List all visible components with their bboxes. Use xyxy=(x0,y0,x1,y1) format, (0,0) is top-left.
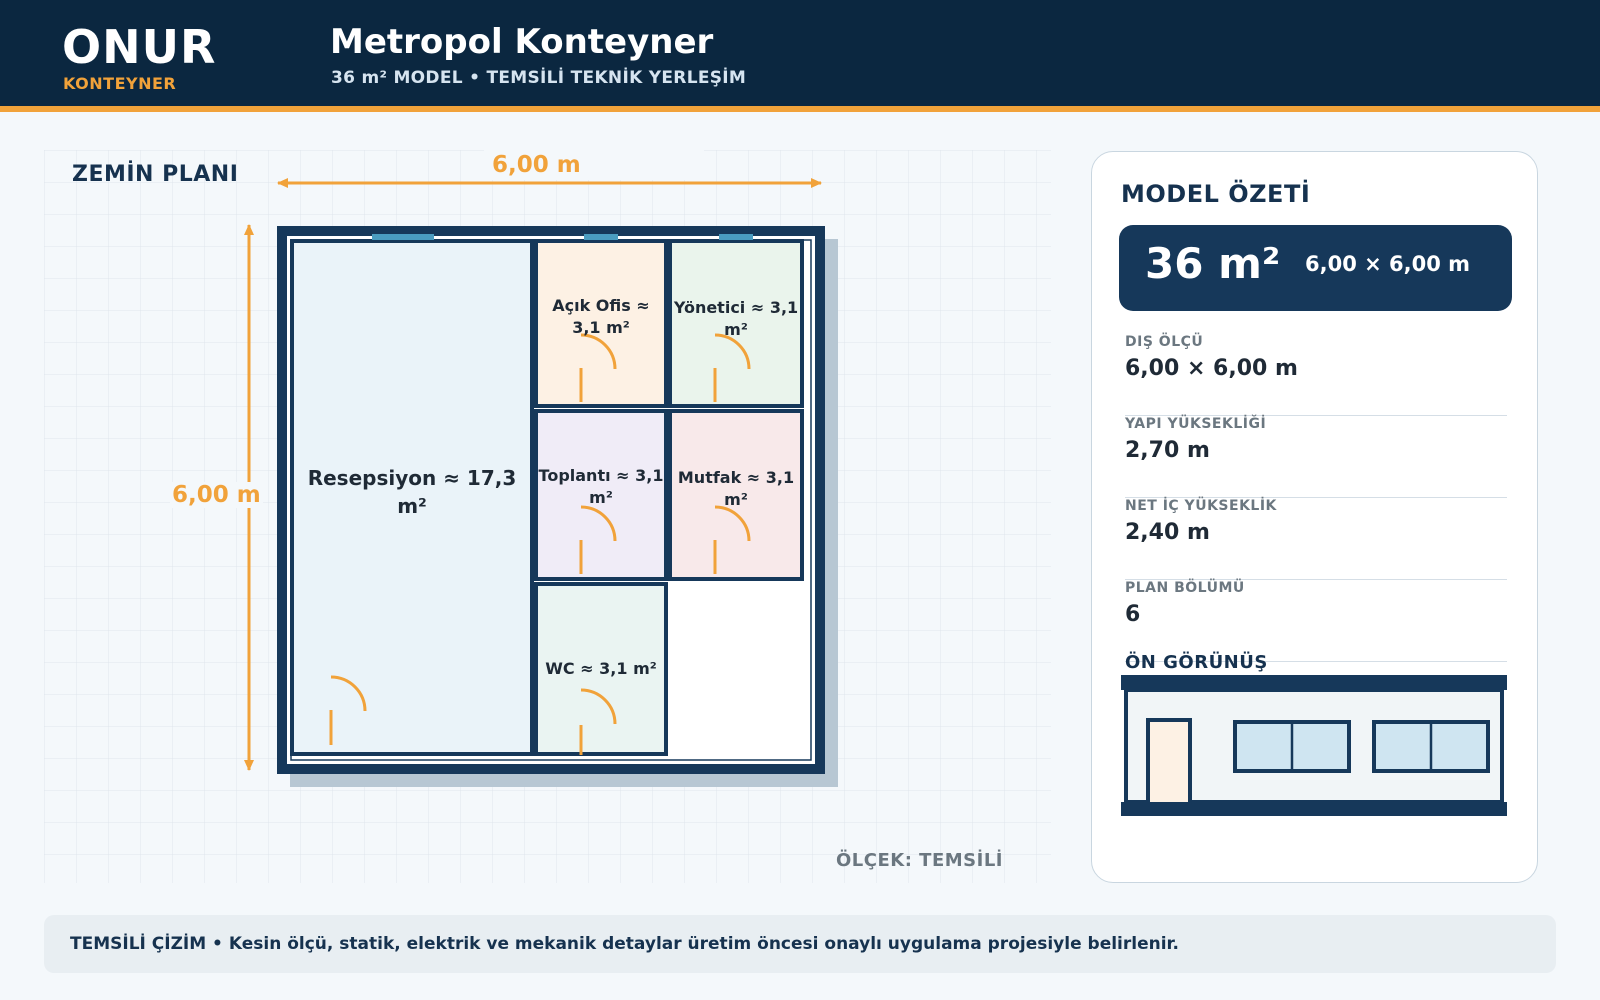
scale-label: ÖLÇEK: TEMSİLİ xyxy=(835,850,1003,871)
width-dimension-label: 6,00 m xyxy=(484,150,704,180)
spec-value: 6,00 × 6,00 m xyxy=(1125,356,1298,381)
footer-note xyxy=(44,915,1556,973)
spec-plan-sections xyxy=(1125,580,1507,662)
front-base xyxy=(1121,802,1507,816)
page-subtitle: 36 m² MODEL • TEMSİLİ TEKNİK YERLEŞİM xyxy=(331,68,747,88)
spec-building-height xyxy=(1125,416,1507,498)
window-open-office xyxy=(584,234,618,240)
summary-title: MODEL ÖZETİ xyxy=(1121,180,1311,208)
brand-logo-subtitle: KONTEYNER xyxy=(63,74,177,93)
spec-label: PLAN BÖLÜMÜ xyxy=(1125,580,1245,596)
model-summary-card xyxy=(1091,151,1538,883)
spec-label: YAPI YÜKSEKLİĞİ xyxy=(1125,416,1267,432)
spec-label: DIŞ ÖLÇÜ xyxy=(1125,334,1204,350)
floor-plan-drawing xyxy=(44,150,1051,883)
page-title: Metropol Konteyner xyxy=(330,22,714,62)
footer-text: TEMSİLİ ÇİZİM • Kesin ölçü, statik, elektrik ve mekanik detaylar üretim öncesi onaylı uygulama projesiyle belirlenir. xyxy=(70,934,1179,954)
header-bar xyxy=(0,0,1600,106)
header-accent-stripe xyxy=(0,106,1600,112)
spec-label: NET İÇ YÜKSEKLİK xyxy=(1125,498,1277,514)
spec-value: 2,70 m xyxy=(1125,438,1210,463)
room-label-manager: Yönetici ≈ 3,1 m² xyxy=(673,298,799,339)
window-reception xyxy=(372,234,434,240)
front-view-title: ÖN GÖRÜNÜŞ xyxy=(1125,652,1268,673)
spec-outer-size xyxy=(1125,334,1507,416)
room-label-reception: Resepsiyon ≈ 17,3 m² xyxy=(307,466,517,518)
front-roof xyxy=(1121,675,1507,690)
spec-value: 2,40 m xyxy=(1125,520,1210,545)
room-label-meeting: Toplantı ≈ 3,1 m² xyxy=(538,466,664,507)
room-label-open-office: Açık Ofis ≈ 3,1 m² xyxy=(552,296,650,337)
floor-plan-panel xyxy=(44,150,1051,883)
front-door xyxy=(1148,720,1190,804)
window-manager xyxy=(719,234,753,240)
spec-net-height xyxy=(1125,498,1507,580)
spec-value: 6 xyxy=(1125,602,1141,627)
area-value: 36 m² xyxy=(1145,239,1281,288)
front-view-drawing xyxy=(1119,672,1509,822)
room-label-kitchen: Mutfak ≈ 3,1 m² xyxy=(677,468,795,509)
brand-logo: ONUR xyxy=(62,20,217,74)
area-highlight xyxy=(1119,225,1512,311)
depth-dimension-label: 6,00 m xyxy=(172,482,261,508)
room-label-wc: WC ≈ 3,1 m² xyxy=(545,659,657,678)
area-dimensions: 6,00 × 6,00 m xyxy=(1305,252,1471,276)
plan-title: ZEMİN PLANI xyxy=(72,162,239,187)
